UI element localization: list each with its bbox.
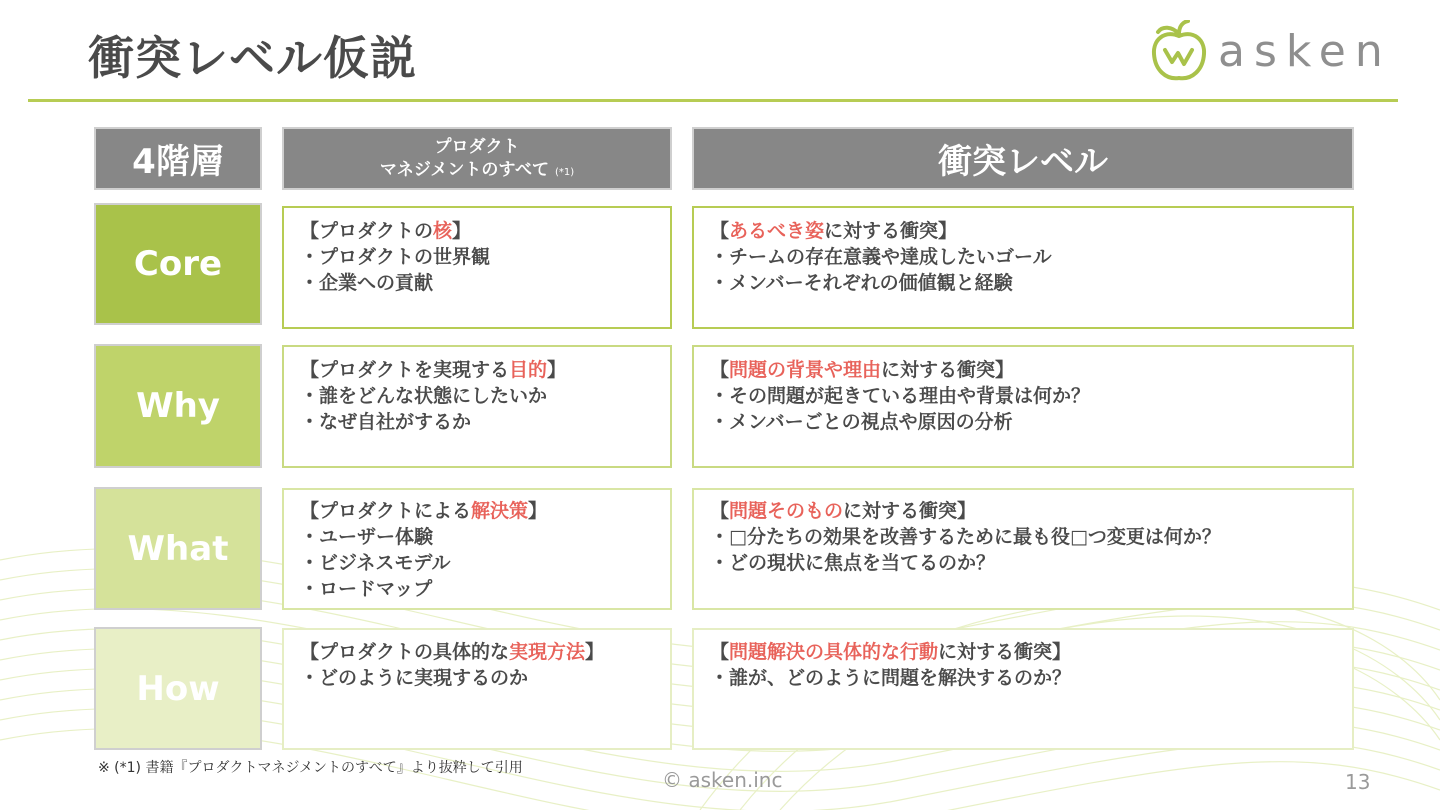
conflict-cell-why <box>692 345 1354 468</box>
list-item: ・ビジネスモデル <box>300 552 451 574</box>
layer-core: Core <box>94 203 262 325</box>
conflict-cell-core <box>692 206 1354 329</box>
page-number: 13 <box>1345 770 1371 794</box>
list-item: ・誰をどんな状態にしたいか <box>300 385 548 407</box>
book-title-why: 【プロダクトを実現する目的】 <box>300 359 567 381</box>
header-book-line2: マネジメントのすべて <box>379 159 550 180</box>
slide-title: 衝突レベル仮説 <box>88 31 417 85</box>
brand-wordmark: asken <box>1218 25 1392 77</box>
list-item: ・どの現状に焦点を当てるのか？ <box>710 552 996 574</box>
conflict-cell-what <box>692 488 1354 610</box>
list-item: ・どのように実現するのか <box>300 667 529 689</box>
book-title-core: 【プロダクトの核】 <box>300 220 472 242</box>
layer-how: How <box>94 627 262 750</box>
list-item: ・ロードマップ <box>300 578 433 600</box>
conflict-title-how: 【問題解決の具体的な行動に対する衝突】 <box>710 641 1072 663</box>
list-item: ・その問題が起きている理由や背景は何か？ <box>710 385 1091 407</box>
book-cell-why <box>282 345 672 468</box>
list-item: ・なぜ自社がするか <box>300 411 472 433</box>
book-cell-core <box>282 206 672 329</box>
header-book <box>282 127 672 190</box>
list-item: ・チームの存在意義や達成したいゴール <box>710 246 1052 268</box>
list-item: ・ユーザー体験 <box>300 526 434 548</box>
apple-logo-icon <box>1150 20 1208 82</box>
list-item: ・メンバーごとの視点や原因の分析 <box>710 411 1013 433</box>
list-item: ・誰が、どのように問題を解決するのか？ <box>710 667 1072 689</box>
book-cell-how <box>282 628 672 750</box>
book-title-how: 【プロダクトの具体的な実現方法】 <box>300 641 605 663</box>
conflict-title-what: 【問題そのものに対する衝突】 <box>710 500 977 522</box>
header-book-note: (*1) <box>554 166 575 178</box>
list-item: ・プロダクトの世界観 <box>300 246 491 268</box>
conflict-cell-how <box>692 628 1354 750</box>
header-layer: 4階層 <box>94 127 262 190</box>
conflict-title-core: 【あるべき姿に対する衝突】 <box>710 220 958 242</box>
footnote: ※ (*1) 書籍『プロダクトマネジメントのすべて』より抜粋して引用 <box>98 760 523 776</box>
list-item: ・□分たちの効果を改善するために最も役□つ変更は何か？ <box>710 526 1221 548</box>
conflict-title-why: 【問題の背景や理由に対する衝突】 <box>710 359 1015 381</box>
list-item: ・メンバーそれぞれの価値観と経験 <box>710 272 1013 294</box>
layer-why: Why <box>94 344 262 468</box>
list-item: ・企業への貢献 <box>300 272 434 294</box>
header-book-line1: プロダクト <box>434 136 520 157</box>
asken-logo <box>1150 20 1392 82</box>
book-title-what: 【プロダクトによる解決策】 <box>300 500 548 522</box>
header-conflict-level: 衝突レベル <box>692 127 1354 190</box>
title-underline <box>28 99 1398 102</box>
layer-what: What <box>94 487 262 610</box>
book-cell-what <box>282 488 672 610</box>
copyright: © asken.inc <box>662 768 783 792</box>
